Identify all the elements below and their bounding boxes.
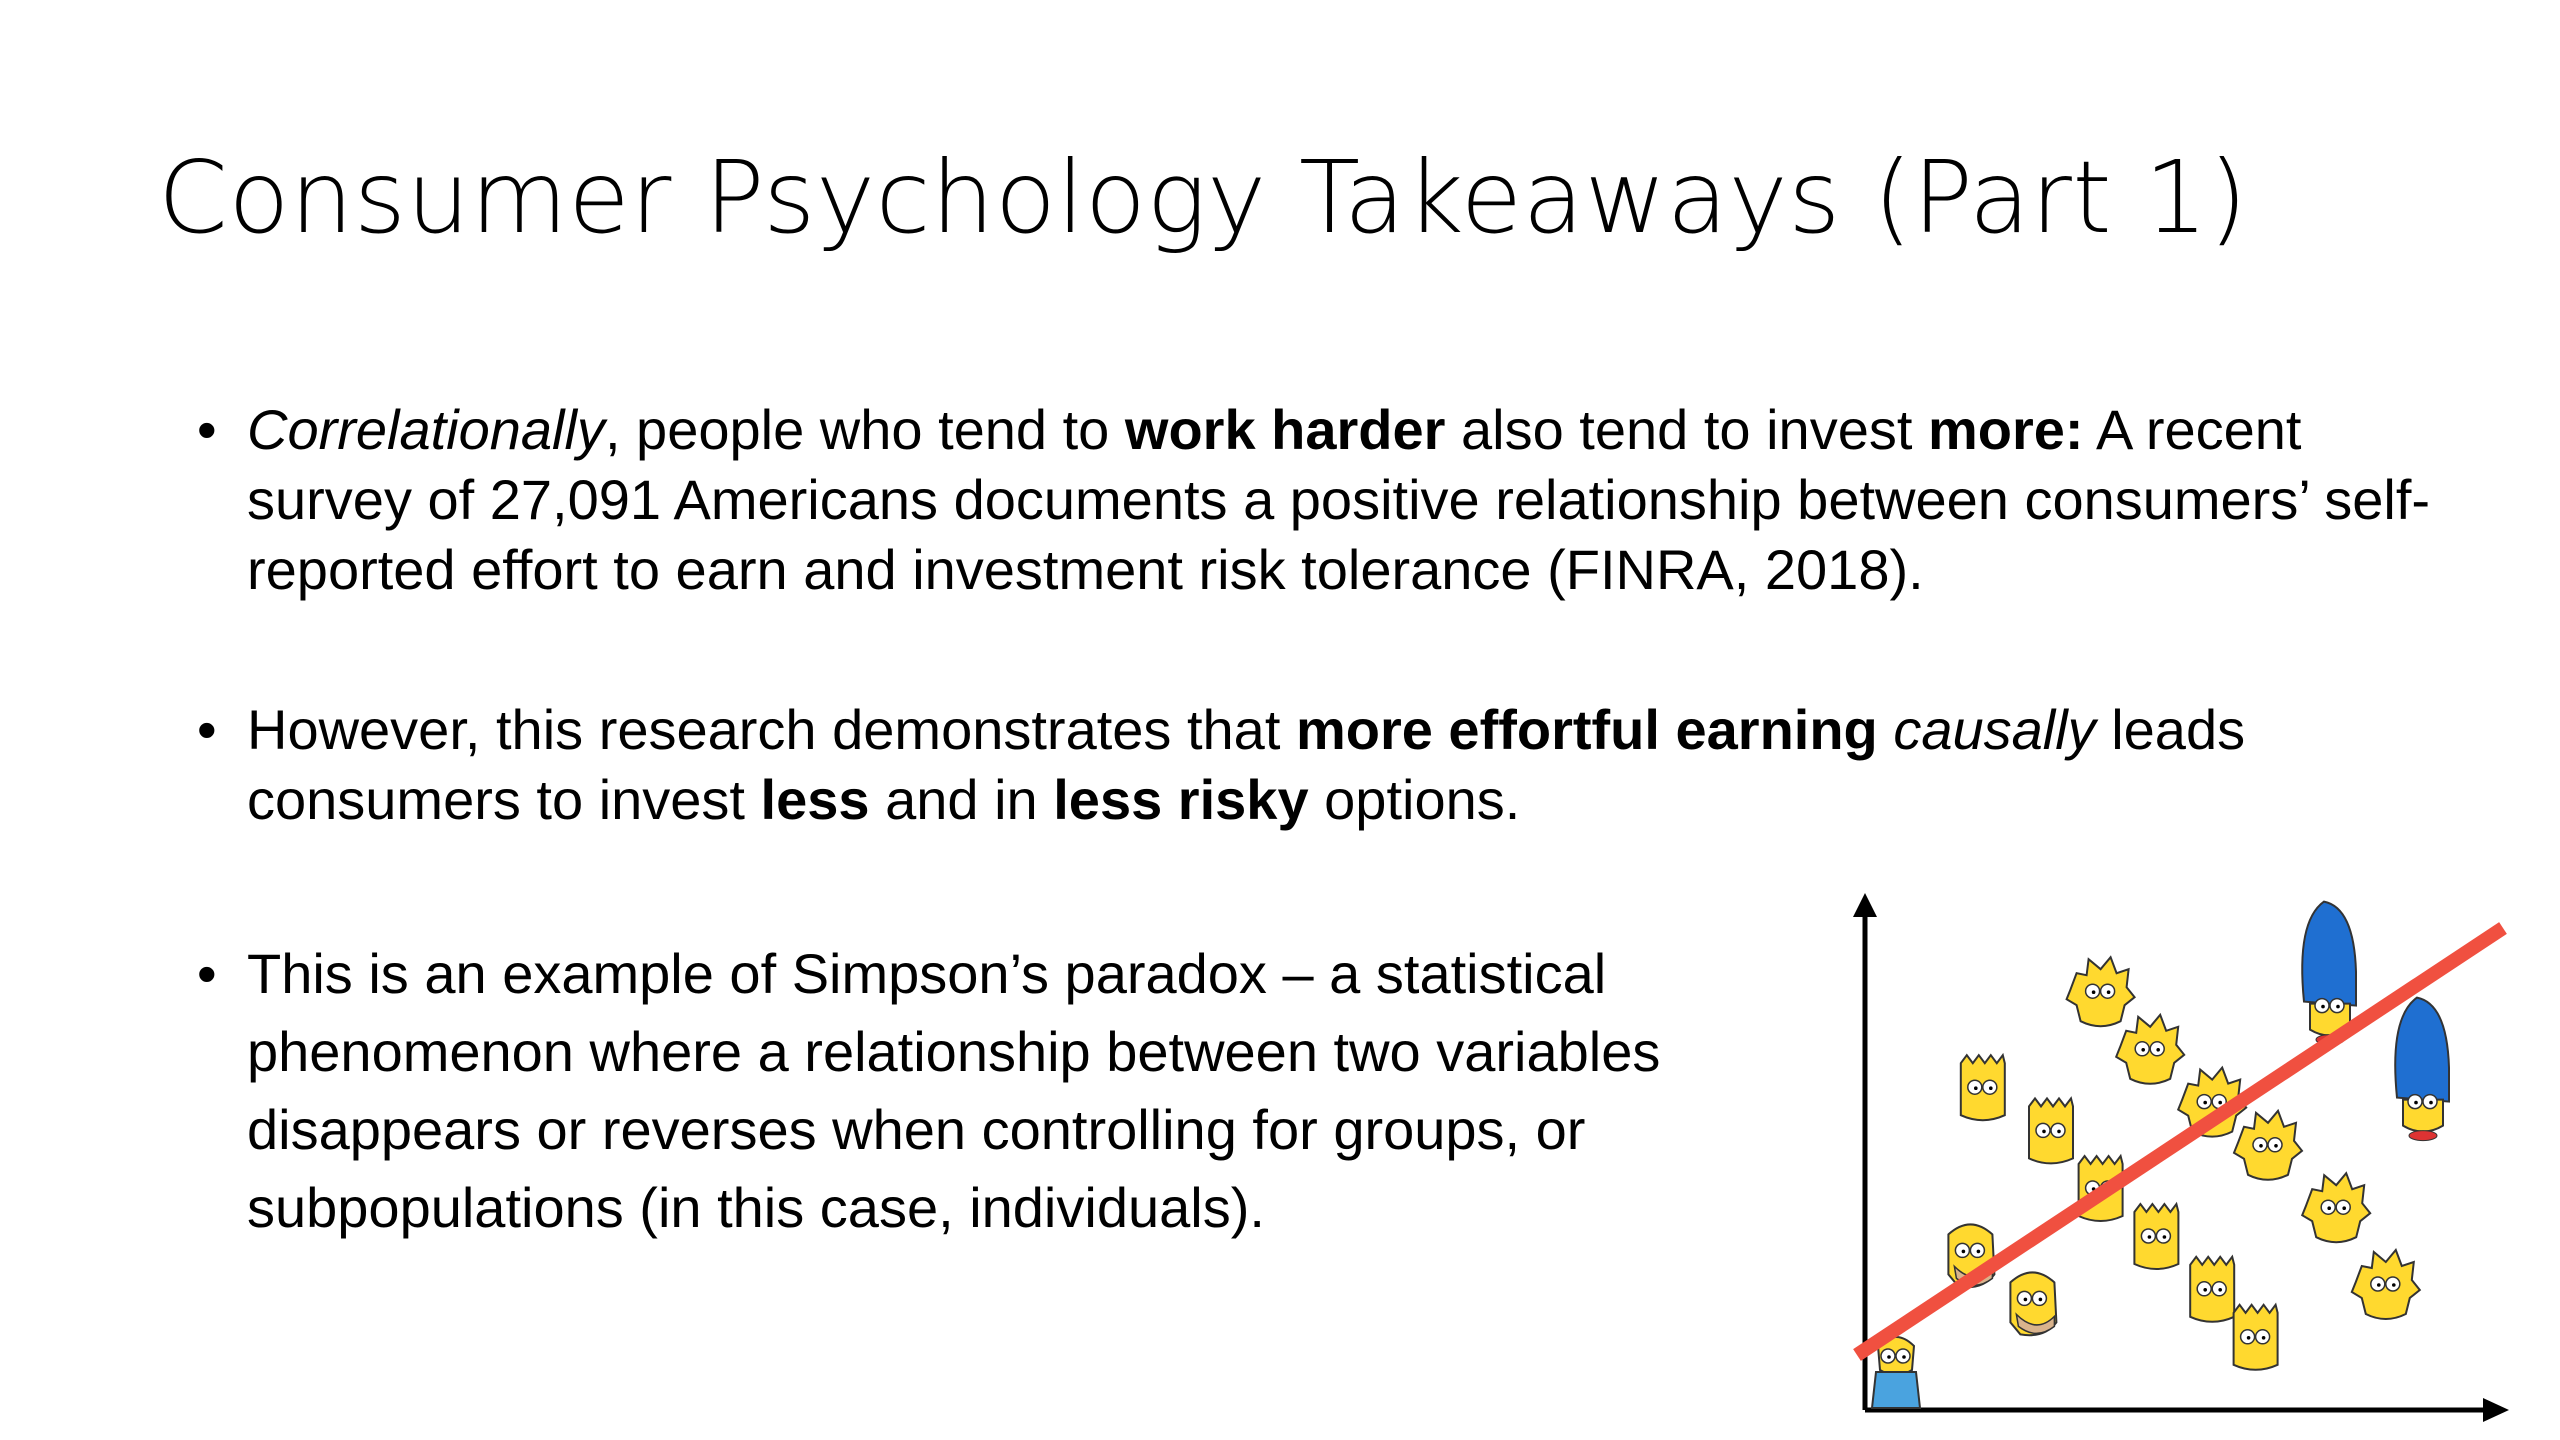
bart-character [2234, 1305, 2278, 1370]
bullet-1-seg: A recent survey of 27,091 Americans documents a positive relationship between consumers’ self-reported effort to earn and investment risk tolerance (FINRA, 2018). [247, 398, 2431, 601]
slide-title: Consumer Psychology Takeaways (Part 1) [158, 139, 2248, 256]
bart-character [2190, 1257, 2234, 1322]
bullet-2-bold-3: less risky [1053, 768, 1309, 831]
lisa-character [2067, 957, 2135, 1026]
bullet-marker: • [197, 942, 217, 1005]
bullet-1-seg: , people who tend to [604, 398, 1125, 461]
lisa-character [2302, 1173, 2370, 1242]
marge-character [2395, 998, 2449, 1141]
bullet-2-seg [1878, 698, 1894, 761]
bullet-2-italic: causally [1893, 698, 2096, 761]
bullet-3-text: This is an example of Simpson’s paradox – a statistical phenomenon where a relationship between two variables disappears or reverses when controlling for groups, or subpopulations (in this case, individuals). [247, 942, 1661, 1239]
bart-character [1961, 1055, 2005, 1120]
lisa-character [2116, 1015, 2184, 1084]
bullet-2-seg: and in [869, 768, 1054, 831]
homer-character [2010, 1272, 2056, 1335]
bullet-1-text [247, 395, 2467, 605]
bullet-2-seg: However, this research demonstrates that [247, 698, 1296, 761]
bullet-marker: • [197, 698, 217, 761]
bullet-1-italic: Correlationally [247, 398, 605, 461]
bullet-2-text [247, 695, 2467, 835]
bullet-1-seg: also tend to invest [1445, 398, 1928, 461]
bullet-1 [197, 395, 2467, 605]
simpsons-paradox-illustration [1835, 885, 2515, 1430]
bullet-2-bold-1: more effortful earning [1295, 698, 1878, 761]
x-axis-arrow [2483, 1398, 2509, 1422]
bullet-2-seg: leads consumers to invest [247, 698, 2246, 831]
bart-character [2134, 1204, 2178, 1269]
bullet-marker: • [197, 398, 217, 461]
bullet-1-bold-2: more: [1927, 398, 2084, 461]
bart-character [2029, 1098, 2073, 1163]
lisa-character [2234, 1111, 2302, 1180]
bullet-2-bold-2: less [760, 768, 870, 831]
figure-axes [1853, 893, 2509, 1422]
y-axis-arrow [1853, 893, 1877, 917]
bullet-3 [197, 935, 1837, 1247]
bullet-2-seg: options. [1308, 768, 1521, 831]
bullet-2 [197, 695, 2467, 835]
bullet-1-bold-1: work harder [1124, 398, 1446, 461]
lisa-character [2352, 1250, 2420, 1319]
